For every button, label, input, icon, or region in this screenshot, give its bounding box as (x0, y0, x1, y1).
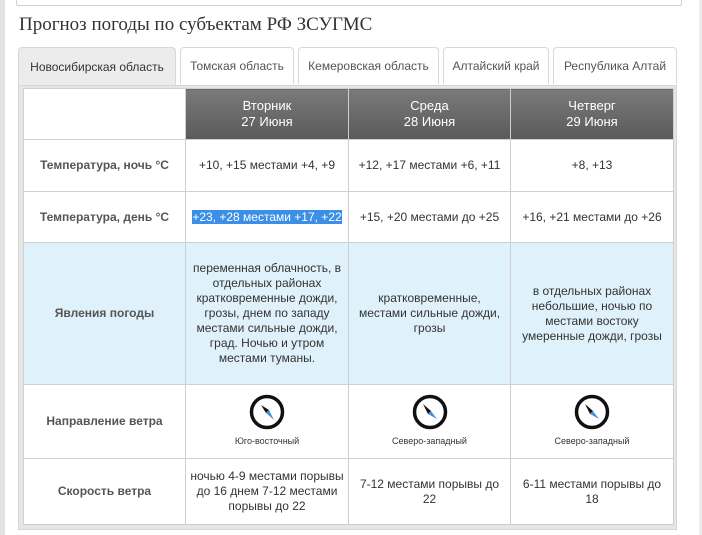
cell: 7-12 местами порывы до 22 (349, 459, 511, 525)
compass (190, 394, 344, 449)
row-label: Направление ветра (24, 385, 186, 459)
cell: +15, +20 местами до +25 (349, 192, 511, 243)
cell: 6-11 местами порывы до 18 (511, 459, 674, 525)
region-tabs (18, 47, 681, 85)
day-header-3 (511, 89, 674, 140)
tab-novosibirsk[interactable]: Новосибирская область (18, 47, 176, 86)
wind-direction-row (24, 385, 674, 459)
cell (511, 385, 674, 459)
weekday: Четверг (568, 98, 616, 113)
wind-direction-label: Северо-западный (554, 436, 630, 446)
cell: +8, +13 (511, 140, 674, 192)
tab-tomsk[interactable]: Томская область (180, 47, 294, 84)
tab-kemerovo[interactable]: Кемеровская область (298, 47, 439, 84)
row-label: Явления погоды (24, 243, 186, 385)
date: 29 Июня (566, 114, 618, 129)
top-container-edge (16, 0, 682, 6)
cell: переменная облачность, в отдельных районах кратковременные дожди, грозы, днем по западу местами сильные дожди, град. Ночью и утром местами туманы. (186, 243, 349, 385)
day-header-1 (186, 89, 349, 140)
cell: +16, +21 местами до +26 (511, 192, 674, 243)
date: 27 Июня (241, 114, 293, 129)
cell (186, 385, 349, 459)
cell: +12, +17 местами +6, +11 (349, 140, 511, 192)
tab-altai-republic[interactable]: Республика Алтай (553, 47, 677, 84)
row-label: Скорость ветра (24, 459, 186, 525)
weekday: Среда (410, 98, 449, 113)
wind-speed-row (24, 459, 674, 525)
compass (353, 394, 506, 449)
weekday: Вторник (242, 98, 292, 113)
row-label: Температура, день °C (24, 192, 186, 243)
wind-direction-label: Северо-западный (392, 436, 467, 446)
cell: кратковременные, местами сильные дожди, грозы (349, 243, 511, 385)
compass-northwest-icon (412, 394, 448, 430)
phenomena-row (24, 243, 674, 385)
header-corner (24, 89, 186, 140)
forecast-table (23, 88, 674, 525)
wind-direction-label: Юго-восточный (234, 436, 300, 446)
cell (349, 385, 511, 459)
temp-day-row (24, 192, 674, 243)
row-label: Температура, ночь °C (24, 140, 186, 192)
cell (186, 192, 349, 243)
temp-night-row (24, 140, 674, 192)
date: 28 Июня (403, 114, 456, 129)
cell: ночью 4-9 местами порывы до 16 днем 7-12 местами порывы до 22 (186, 459, 349, 525)
page-title: Прогноз погоды по субъектам РФ ЗСУГМС (19, 14, 373, 35)
cell: +10, +15 местами +4, +9 (186, 140, 349, 192)
tab-altai-krai[interactable]: Алтайский край (443, 47, 549, 84)
compass-northwest-icon (574, 394, 610, 430)
compass-southeast-icon (249, 394, 285, 430)
compass (515, 394, 669, 449)
header-row (24, 89, 674, 140)
day-header-2 (349, 89, 511, 140)
left-edge (0, 0, 5, 535)
selected-text[interactable]: +23, +28 местами +17, +22 (192, 209, 342, 224)
cell: в отдельных районах небольшие, ночью по местами востоку умеренные дожди, грозы (511, 243, 674, 385)
forecast-panel (18, 85, 677, 530)
